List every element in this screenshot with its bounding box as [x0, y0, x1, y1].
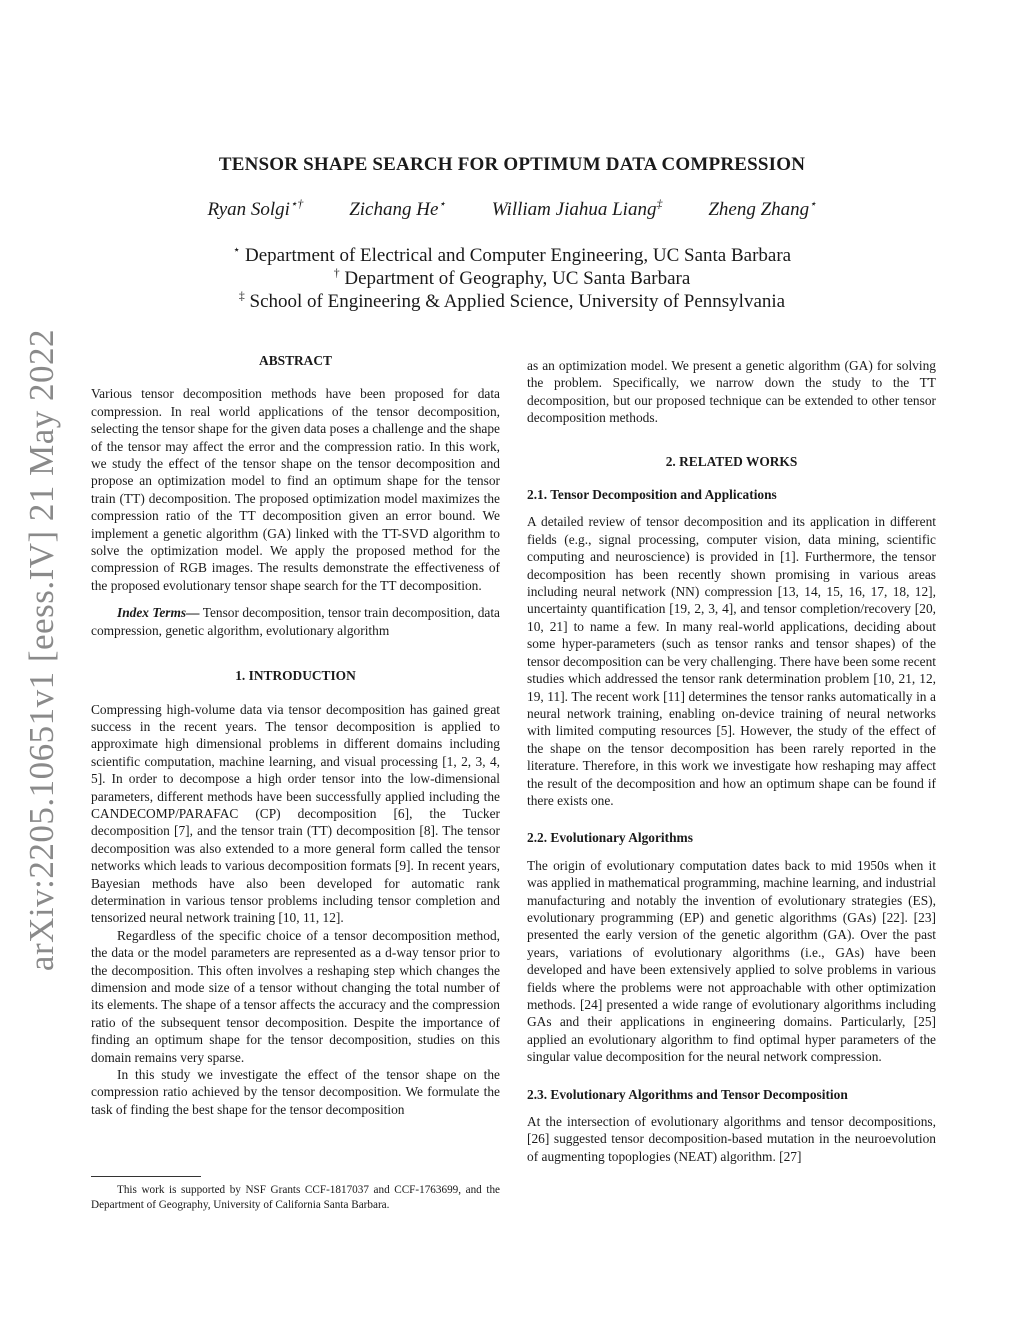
intro-paragraph: In this study we investigate the effect of the tensor shape on the compression ratio achieved by the tensor decomposition. We formulate the task of finding the best shape for the tensor decomposition	[91, 1067, 500, 1117]
abstract-text: Various tensor decomposition methods have been proposed for data compression. In real world applications of the tensor decomposition, selecting the tensor shape for the given data poses a challenge and the shape of the tensor may affect the error and the compression ratio. In this work, we study the effect of the tensor shape on the tensor decomposition and propose an optimization model to find an optimum shape for the tensor train (TT) decomposition. The proposed optimization model maximizes the compression ratio of the TT decomposition given an error bound. We implement a genetic algorithm (GA) linked with the TT-SVD algorithm to solve the optimization model. We apply the proposed method for the compression of RGB images. The results demonstrate the effectiveness of the proposed evolutionary tensor shape search for the TT decomposition.	[91, 386, 500, 593]
section-2-3-heading: 2.3. Evolutionary Algorithms and Tensor Decomposition	[527, 1086, 848, 1102]
intro-paragraph: Compressing high-volume data via tensor decomposition has gained great success in the recent years. The tensor decomposition is applied to approximate high dimensional problems in different domains including scientific computation, machine learning, and visual processing [1, 2, 3, 4, 5]. In order to decompose a high order tensor into the low-dimensional parameters, different methods have been successfully applied including the CANDECOMP/PARAFAC (CP) decomposition [6], the Tucker decomposition [7], and the tensor train (TT) decomposition [8]. The tensor decomposition was also extended to a more general form called the tensor networks which leads to various decomposition formats [9]. In recent years, Bayesian methods have also been developed for automatic rank determination in various tensor problems including tensor completion and tensorized neural network training [10, 11, 12].	[91, 701, 500, 926]
introduction-heading: 1. INTRODUCTION	[235, 668, 356, 684]
related-works-heading: 2. RELATED WORKS	[665, 453, 798, 469]
section-2-1-text: A detailed review of tensor decomposition and its application in different fields (e.g., signal processing, computer vision, data mining, scientific computing and neuroscience) is provided in [1]. Furthermore, the tensor decomposition has been recently shown promising in various areas including neural network (NN) compression [13, 14, 15, 16, 17, 18, 12], uncertainty quantification [19, 2, 3, 4], and tensor completion/recovery [20, 10, 21] to name a few. In many real-world applications, deciding about some hyper-parameters (such as tensor ranks and tensor shapes) of the tensor decomposition can be very challenging. There have been some recent studies which addressed the tensor rank determination problem [10, 21, 12, 19, 11]. The recent work [11] determines the tensor ranks automatically in a neural network training, enabling on-device training of neural networks with limited computing resources [5]. However, the study of the effect of the shape on the tensor decomposition has been rarely reported in the literature. Therefore, in this work we investigate how reshaping may affect the result of the decomposition and how an optimum shape can be found if there exists one.	[527, 514, 936, 808]
affiliations	[0, 244, 1024, 313]
section-2-2-text: The origin of evolutionary computation dates back to mid 1950s when it was applied in mathematical programming, machine learning, and industrial manufacturing and notably the invention of evolutionary strategies (ES), evolutionary programming (EP) and genetic algorithms (GAs) [22]. [23] presented the early version of the genetic algorithm (GA). Over the past years, variations of evolutionary algorithms (i.e., GAs) have been developed and have been extensively applied to solve problems in various fields where the problems were not approachable with other optimization methods. [24] presented a wide range of evolutionary algorithms including GAs and their applications in engineering domains. Particularly, [25] applied an evolutionary algorithm to find optimal hyper parameters of the singular value decomposition for the neural network compression.	[527, 857, 936, 1065]
author: William Jiahua Liang‡	[491, 197, 663, 220]
author: Zichang He⋆	[349, 197, 446, 220]
affiliation: ‡ School of Engineering & Applied Science, University of Pennsylvania	[238, 289, 786, 312]
index-terms: Index Terms— Tensor decomposition, tensor train decomposition, data compression, genetic algorithm, evolutionary algorithm	[91, 605, 500, 638]
author: Zheng Zhang⋆	[708, 197, 817, 220]
abstract-heading: ABSTRACT	[259, 353, 332, 368]
intro-continuation: as an optimization model. We present a genetic algorithm (GA) for solving the problem. Specifically, we narrow down the study to the TT decomposition, but our proposed technique can be extended to other tensor decomposition methods.	[527, 358, 936, 426]
affiliation: † Department of Geography, UC Santa Barbara	[333, 266, 691, 289]
section-2-3-text: At the intersection of evolutionary algorithms and tensor decompositions, [26] suggested tensor decomposition-based mutation in the neuroevolution of augmenting topoplogies (NEAT) algorithm. [27]	[527, 1114, 936, 1164]
right-column	[527, 357, 936, 1165]
affiliation: ⋆ Department of Electrical and Computer Engineering, UC Santa Barbara	[232, 243, 792, 266]
author: Ryan Solgi⋆†	[207, 197, 304, 220]
section-2-1-heading: 2.1. Tensor Decomposition and Applications	[527, 487, 777, 503]
intro-paragraph: Regardless of the specific choice of a tensor decomposition method, the data or the model parameters are represented as a d-way tensor prior to the decomposition. This often involves a reshaping step which changes the dimension and mode size of a tensor without changing the total number of its elements. The shape of a tensor affects the accuracy and the compression ratio of the subsequent tensor decomposition. Despite the importance of finding an optimum shape for the tensor decomposition, studies on this domain remains very sparse.	[91, 927, 500, 1065]
footnote-rule	[91, 1176, 201, 1177]
left-column	[91, 352, 500, 1118]
section-2-2-heading: 2.2. Evolutionary Algorithms	[527, 830, 693, 846]
paper-title: TENSOR SHAPE SEARCH FOR OPTIMUM DATA COMPRESSION	[218, 154, 806, 175]
footnote: This work is supported by NSF Grants CCF-1817037 and CCF-1763699, and the Department of Geography, University of California Santa Barbara.	[91, 1176, 500, 1213]
author-list	[0, 199, 1024, 221]
